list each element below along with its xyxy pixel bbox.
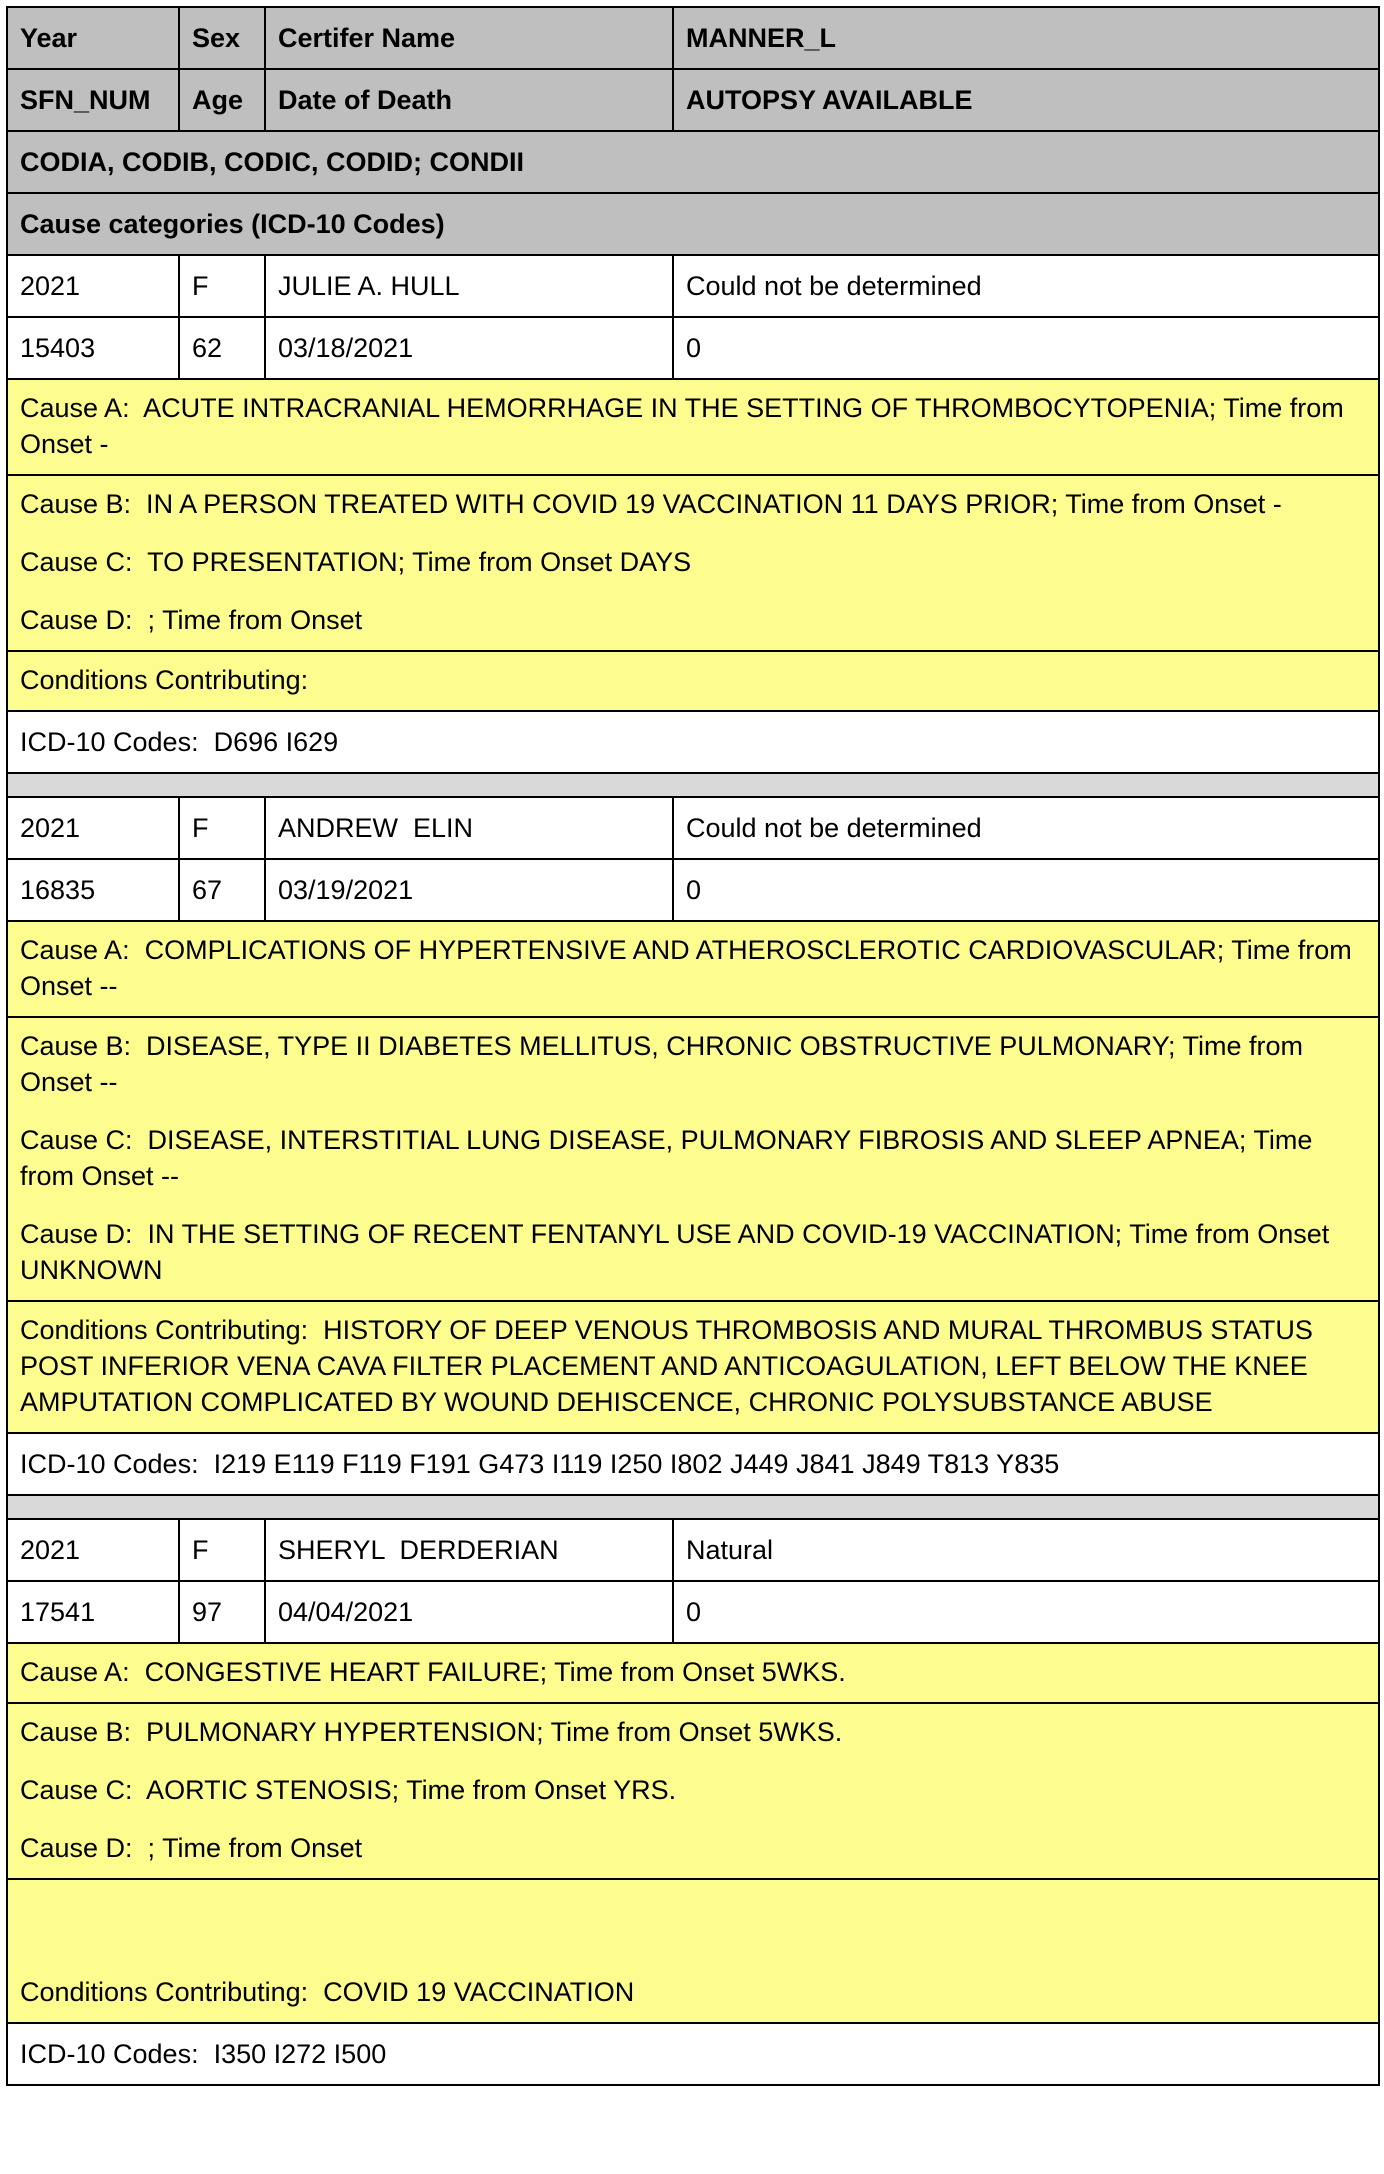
header-manner: MANNER_L xyxy=(686,22,837,53)
record-autopsy: 0 xyxy=(686,332,702,363)
record-manner: Could not be determined xyxy=(686,812,982,843)
header-age: Age xyxy=(180,70,266,130)
record-certifier: SHERYL DERDERIAN xyxy=(266,1520,674,1580)
conditions-block xyxy=(8,652,1378,712)
record-date-of-death: 03/18/2021 xyxy=(266,318,674,378)
record-sex: F xyxy=(180,798,266,858)
conditions-contributing: Conditions Contributing: HISTORY OF DEEP VENOUS THROMBOSIS AND MURAL THROMBUS STATUS POST INFERIOR VENA CAVA FILTER PLACEMENT AND ANTICOAGULATION, LEFT BELOW THE KNEE AMPUTATION COMPLICATED BY WOUND DEHISCENCE, CHRONIC POLYSUBSTANCE ABUSE xyxy=(20,1315,1321,1417)
record-separator xyxy=(8,774,1378,798)
record-year: 2021 xyxy=(8,798,180,858)
header-sfn-num: SFN_NUM xyxy=(8,70,180,130)
record-row-details xyxy=(8,318,1378,380)
cause-d: Cause D: ; Time from Onset xyxy=(20,605,363,635)
header-autopsy: AUTOPSY AVAILABLE xyxy=(686,84,973,115)
cause-bcd-block xyxy=(8,476,1378,652)
header-row-1 xyxy=(8,8,1378,70)
icd-codes: ICD-10 Codes: I219 E119 F119 F191 G473 I119 I250 I802 J449 J841 J849 T813 Y835 xyxy=(8,1434,1378,1496)
header-date-of-death: Date of Death xyxy=(266,70,674,130)
death-records-table xyxy=(6,6,1380,2086)
record-sfn: 16835 xyxy=(8,860,180,920)
record-sfn: 15403 xyxy=(8,318,180,378)
cause-a-block xyxy=(8,1644,1378,1704)
header-cause-categories: Cause categories (ICD-10 Codes) xyxy=(8,194,1378,256)
record-certifier: JULIE A. HULL xyxy=(266,256,674,316)
cause-bcd-block xyxy=(8,1018,1378,1302)
conditions-contributing: Conditions Contributing: xyxy=(20,665,309,695)
record-sex: F xyxy=(180,256,266,316)
record-year: 2021 xyxy=(8,256,180,316)
record-date-of-death: 04/04/2021 xyxy=(266,1582,674,1642)
record-separator xyxy=(8,1496,1378,1520)
record-sex: F xyxy=(180,1520,266,1580)
record-manner: Natural xyxy=(686,1534,774,1565)
cause-a-block xyxy=(8,922,1378,1018)
header-cause-codes: CODIA, CODIB, CODIC, CODID; CONDII xyxy=(8,132,1378,194)
record-manner: Could not be determined xyxy=(686,270,982,301)
record-sfn: 17541 xyxy=(8,1582,180,1642)
cause-b: Cause B: IN A PERSON TREATED WITH COVID 19 VACCINATION 11 DAYS PRIOR; Time from Onset - xyxy=(20,489,1282,519)
record-year: 2021 xyxy=(8,1520,180,1580)
conditions-block xyxy=(8,1880,1378,2024)
cause-c: Cause C: AORTIC STENOSIS; Time from Onset YRS. xyxy=(20,1775,677,1805)
header-certifier-name: Certifer Name xyxy=(266,8,674,68)
cause-bcd-block xyxy=(8,1704,1378,1880)
cause-d: Cause D: IN THE SETTING OF RECENT FENTANYL USE AND COVID-19 VACCINATION; Time from Onset UNKNOWN xyxy=(20,1219,1337,1285)
conditions-contributing: Conditions Contributing: COVID 19 VACCINATION xyxy=(20,1977,635,2007)
icd-codes: ICD-10 Codes: I350 I272 I500 xyxy=(8,2024,1378,2086)
record-row-identity xyxy=(8,1520,1378,1582)
record-age: 62 xyxy=(180,318,266,378)
cause-d: Cause D: ; Time from Onset xyxy=(20,1833,363,1863)
cause-c: Cause C: DISEASE, INTERSTITIAL LUNG DISEASE, PULMONARY FIBROSIS AND SLEEP APNEA; Time from Onset -- xyxy=(20,1125,1320,1191)
record-row-details xyxy=(8,860,1378,922)
header-year: Year xyxy=(8,8,180,68)
cause-a-block xyxy=(8,380,1378,476)
cause-b: Cause B: DISEASE, TYPE II DIABETES MELLITUS, CHRONIC OBSTRUCTIVE PULMONARY; Time from Onset -- xyxy=(20,1031,1311,1097)
cause-b: Cause B: PULMONARY HYPERTENSION; Time from Onset 5WKS. xyxy=(20,1717,843,1747)
cause-a: Cause A: ACUTE INTRACRANIAL HEMORRHAGE IN THE SETTING OF THROMBOCYTOPENIA; Time from Onset - xyxy=(20,393,1352,459)
record-age: 97 xyxy=(180,1582,266,1642)
cause-a: Cause A: CONGESTIVE HEART FAILURE; Time from Onset 5WKS. xyxy=(20,1657,846,1687)
record-autopsy: 0 xyxy=(686,1596,702,1627)
record-row-identity xyxy=(8,256,1378,318)
record-row-identity xyxy=(8,798,1378,860)
header-row-2 xyxy=(8,70,1378,132)
cause-a: Cause A: COMPLICATIONS OF HYPERTENSIVE AND ATHEROSCLEROTIC CARDIOVASCULAR; Time from Onset -- xyxy=(20,935,1360,1001)
header-sex: Sex xyxy=(180,8,266,68)
record-autopsy: 0 xyxy=(686,874,702,905)
conditions-block xyxy=(8,1302,1378,1434)
record-age: 67 xyxy=(180,860,266,920)
cause-c: Cause C: TO PRESENTATION; Time from Onset DAYS xyxy=(20,547,692,577)
record-certifier: ANDREW ELIN xyxy=(266,798,674,858)
icd-codes: ICD-10 Codes: D696 I629 xyxy=(8,712,1378,774)
record-date-of-death: 03/19/2021 xyxy=(266,860,674,920)
record-row-details xyxy=(8,1582,1378,1644)
